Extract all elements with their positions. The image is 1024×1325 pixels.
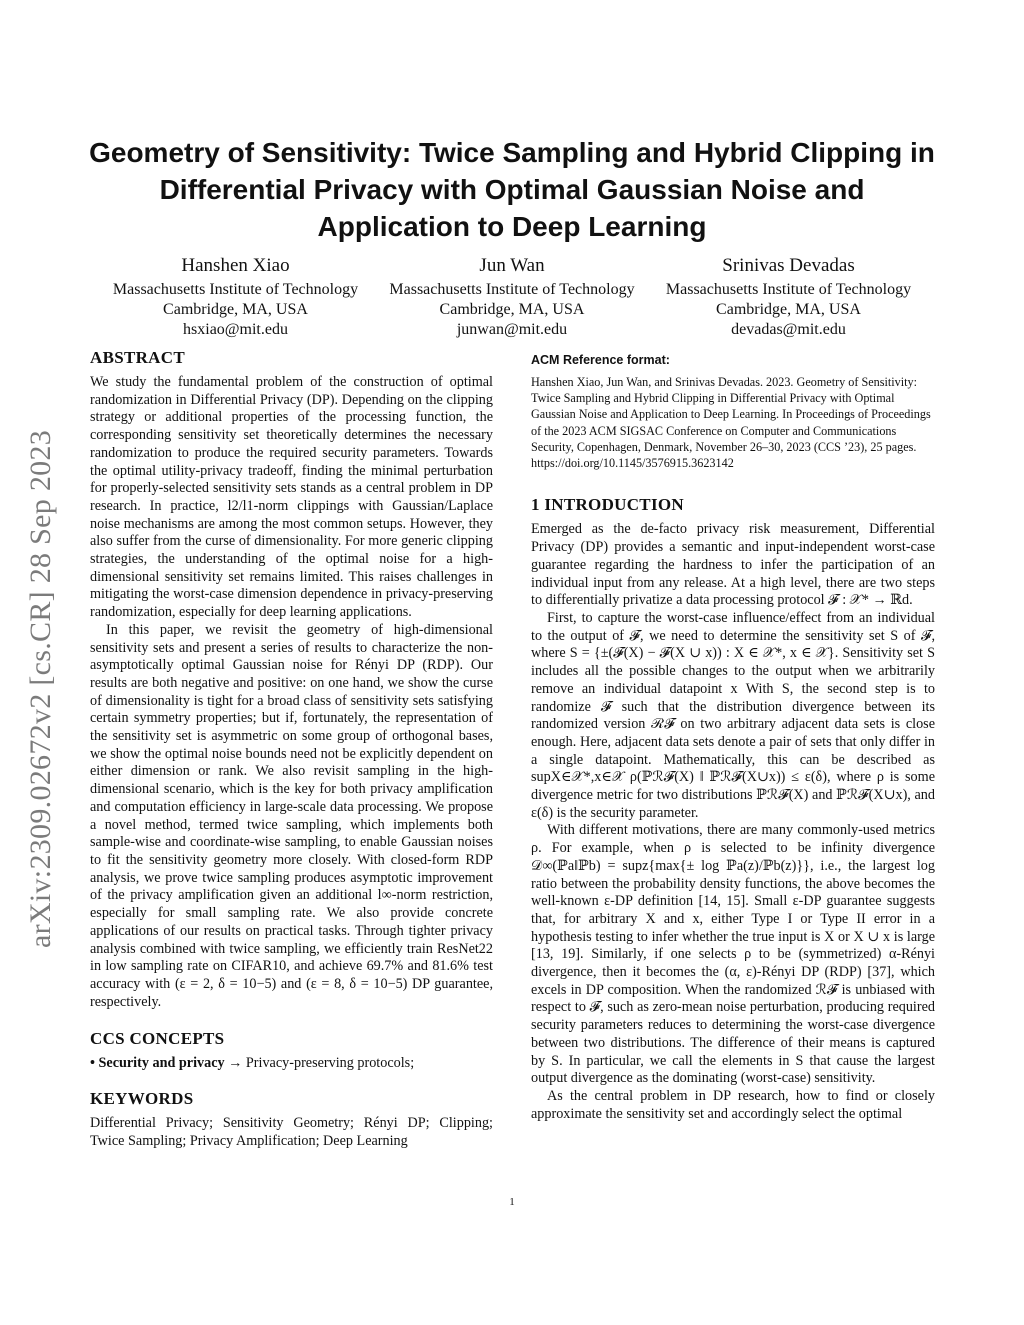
author-block <box>98 253 926 340</box>
author-location: Cambridge, MA, USA <box>439 301 585 318</box>
author-affiliation: Massachusetts Institute of Technology <box>665 281 912 298</box>
introduction-heading: 1 INTRODUCTION <box>531 495 684 515</box>
paper-title: Geometry of Sensitivity: Twice Sampling and Hybrid Clipping in Differential Privacy with Optimal Gaussian Noise and Application to Deep Learning <box>89 137 935 242</box>
author-name: Hanshen Xiao <box>181 255 290 276</box>
author-1 <box>98 253 373 340</box>
author-name: Jun Wan <box>479 255 545 276</box>
abstract-paragraph-1: We study the fundamental problem of the construction of optimal randomization in Differential Privacy (DP). Depending on the clipping strategy or additional properties of the processing function, the corresponding sensitivity set theoretically determines the necessary randomization to produce the required security parameters. Towards the optimal utility-privacy tradeoff, finding the minimal perturbation for properly-selected sensitivity sets stands as a central problem in DP research. In practice, l2/l1-norm clippings with Gaussian/Laplace noise mechanisms are among the most common setups. However, they also suffer from the curse of dimensionality. For more generic clipping strategies, the understanding of the optimal noise for a high-dimensional sensitivity set remains limited. This raises challenges in mitigating the worst-case dimension dependence in privacy-preserving randomization, especially for deep learning applications. <box>90 374 493 621</box>
ccs-subcategory: → Privacy-preserving protocols; <box>224 1055 415 1072</box>
author-name: Srinivas Devadas <box>722 255 855 276</box>
author-3 <box>651 253 926 340</box>
ccs-concepts <box>90 1055 493 1073</box>
author-email: junwan@mit.edu <box>456 321 568 338</box>
author-2 <box>375 253 650 340</box>
arxiv-stamp-text: arXiv:2309.02672v2 [cs.CR] 28 Sep 2023 <box>24 429 57 948</box>
intro-paragraph-1: Emerged as the de-facto privacy risk measurement, Differential Privacy (DP) provides a semantic and input-independent worst-case guarantee regarding the hardness to infer the participation of an individual input from any release. At a high level, there are two steps to differentially privatize a data processing protocol 𝓕 : 𝒳* → ℝd. <box>531 521 935 609</box>
ccs-heading: CCS CONCEPTS <box>90 1029 225 1049</box>
acm-reference-heading: ACM Reference format: <box>531 353 670 367</box>
doi-link[interactable]: https://doi.org/10.1145/3576915.3623142 <box>531 456 734 471</box>
abstract-heading: ABSTRACT <box>90 348 185 367</box>
author-affiliation: Massachusetts Institute of Technology <box>389 281 635 298</box>
acm-reference-text: Hanshen Xiao, Jun Wan, and Srinivas Devadas. 2023. Geometry of Sensitivity: Twice Sampling and Hybrid Clipping in Differential Privacy with Optimal Gaussian Noise and Application to Deep Learning. In Proceedings of Proceedings of the 2023 ACM SIGSAC Conference on Computer and Communications Security, Copenhagen, Denmark, November 26–30, 2023 (CCS ’23), 25 pages. <box>531 374 931 454</box>
intro-paragraph-4: As the central problem in DP research, how to find or closely approximate the sensitivity set and accordingly select the optimal <box>531 1087 935 1122</box>
abstract-paragraph-2: In this paper, we revisit the geometry of high-dimensional sensitivity sets and present a series of results to characterize the non-asymptotically optimal Gaussian noise for Rényi DP (RDP). Our results are both negative and positive: on one hand, we show the curse of dimensionality is tight for a broad class of sensitivity sets satisfying certain symmetry properties; but if, fortunately, the representation of the sensitivity set is asymmetric on some group of orthogonal bases, we show the optimal noise bounds need not be explicitly dependent on either dimension or rank. We also revisit sampling in the high-dimensional scenario, which is the key for both privacy amplification and computation efficiency in large-scale data processing. We propose a novel method, termed twice sampling, which implements both sample-wise and coordinate-wise sampling, to enable Gaussian noises to fit the sensitivity geometry more closely. With closed-form RDP analysis, we prove twice sampling produces asymptotic improvement of the privacy amplification given an additional l∞-norm restriction, especially for small sampling rate. We also provide concrete applications of our results on practical tasks. Through tighter privacy analysis combined with twice sampling, we efficiently train ResNet22 in low sampling rate on CIFAR10, and achieve 69.7% and 81.6% test accuracy with (ε = 2, δ = 10−5) and (ε = 8, δ = 10−5) DP guarantee, respectively. <box>90 621 493 1010</box>
intro-paragraph-3: With different motivations, there are many commonly-used metrics ρ. For example, when ρ is selected to be infinity divergence 𝒟∞(ℙa‖ℙb) = supz{max{± log ℙa(z)/ℙb(z)}}, i.e., the largest log ratio between the probability density functions, the above becomes the well-known ε-DP definition [14, 15]. Small ε-DP guarantee suggests that, for arbitrary X and x, either Type I or Type II error in a hypothesis testing to infer whether the true input is X or X ∪ x is large [13, 19]. Similarly, if one selects ρ to be (symmetrized) α-Rényi divergence, then it becomes the (α, ε)-Rényi DP (RDP) [37], which excels in DP composition. When the randomized ℛ𝓕 is unbiased with respect to 𝓕, such as zero-mean noise perturbation, producing required security parameters reduces to determining the worst-case divergence between two distributions. The difference of their means is captured by S. In particular, we call the elements in S that cause the largest output divergence as the dominating (worst-case) sensitivity. <box>531 822 935 1087</box>
keywords-text: Differential Privacy; Sensitivity Geometry; Rényi DP; Clipping; Twice Sampling; Privacy Amplification; Deep Learning <box>90 1115 493 1149</box>
author-email: hsxiao@mit.edu <box>183 321 288 338</box>
author-email: devadas@mit.edu <box>731 321 846 338</box>
arxiv-stamp <box>14 348 68 948</box>
author-location: Cambridge, MA, USA <box>716 301 861 318</box>
right-column <box>531 352 935 1123</box>
keywords-heading: KEYWORDS <box>90 1089 194 1109</box>
intro-paragraph-2: First, to capture the worst-case influence/effect from an individual to the output of 𝓕, we need to determine the sensitivity set S of 𝓕, where S = {±(𝓕(X) − 𝓕(X ∪ x)) : X ∈ 𝒳*, x ∈ 𝒳}. Sensitivity set S includes all the possible changes to the output when we arbitrarily remove an individual datapoint x With S, the second step is to randomize 𝓕 such that the distribution divergence between its randomized version ℛ𝓕 on two arbitrary adjacent data sets is close enough. Here, adjacent data sets denote a pair of sets that only differ in a single datapoint. Mathematically, this can be described as supX∈𝒳*,x∈𝒳 ρ(ℙℛ𝓕(X) ‖ ℙℛ𝓕(X∪x)) ≤ ε(δ), where ρ is some divergence metric for two distributions ℙℛ𝓕(X) and ℙℛ𝓕(X∪x), and ε(δ) is the security parameter. <box>531 610 935 821</box>
author-location: Cambridge, MA, USA <box>163 301 308 318</box>
author-affiliation: Massachusetts Institute of Technology <box>112 281 359 298</box>
left-column <box>90 348 493 1150</box>
page-number: 1 <box>509 1196 515 1208</box>
ccs-category: • Security and privacy <box>90 1055 225 1072</box>
